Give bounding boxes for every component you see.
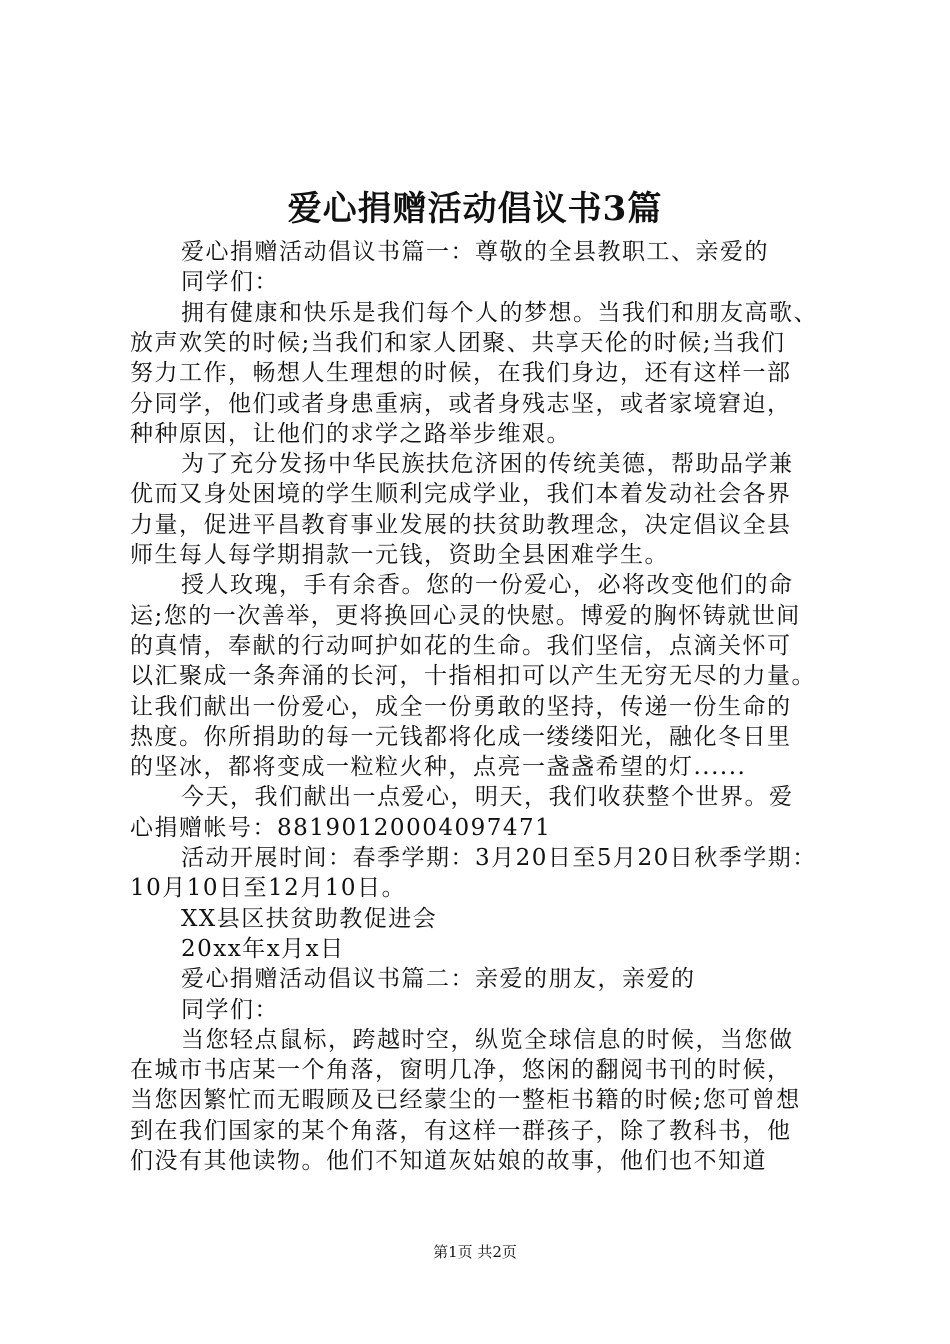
text-line: 爱心捐赠活动倡议书篇一：尊敬的全县教职工、亲爱的 <box>181 239 769 265</box>
text-line: 热度。你所捐助的每一元钱都将化成一缕缕阳光，融化冬日里 <box>130 723 792 750</box>
text-line: 心捐赠帐号：88190120004097471 <box>130 814 552 841</box>
text-line: 到在我们国家的某个角落，有这样一群孩子，除了教科书，他 <box>130 1117 792 1144</box>
text-line: 今天，我们献出一点爱心，明天，我们收获整个世界。爱 <box>181 784 794 811</box>
text-line: 10月10日至12月10日。 <box>130 875 407 902</box>
text-line: 努力工作，畅想人生理想的时候，在我们身边，还有这样一部 <box>130 360 792 387</box>
text-line: 的真情，奉献的行动呵护如花的生命。我们坚信，点滴关怀可 <box>130 632 792 659</box>
text-line: 放声欢笑的时候;当我们和家人团聚、共享天伦的时候;当我们 <box>130 329 786 356</box>
text-line: 优而又身处困境的学生顺利完成学业，我们本着发动社会各界 <box>130 481 792 508</box>
text-line: 师生每人每学期捐款一元钱，资助全县困难学生。 <box>130 542 669 568</box>
text-line: 在城市书店某一个角落，窗明几净，悠闲的翻阅书刊的时候， <box>130 1057 792 1084</box>
text-line: 爱心捐赠活动倡议书篇二：亲爱的朋友，亲爱的 <box>181 966 696 993</box>
text-line: 的坚冰，都将变成一粒粒火种，点亮一盏盏希望的灯...... <box>130 754 747 781</box>
text-line: 同学们： <box>181 996 279 1023</box>
text-line: 拥有健康和快乐是我们每个人的梦想。当我们和朋友高歌、 <box>181 299 818 326</box>
text-line: XX县区扶贫助教促进会 <box>181 905 438 932</box>
text-line: 同学们： <box>181 269 279 296</box>
text-line: 为了充分发扬中华民族扶危济困的传统美德，帮助品学兼 <box>181 451 794 478</box>
text-line: 以汇聚成一条奔涌的长河，十指相扣可以产生无穷无尽的力量。 <box>130 663 816 690</box>
page-title: 爱心捐赠活动倡议书3篇 <box>287 189 663 229</box>
text-line: 们没有其他读物。他们不知道灰姑娘的故事，他们也不知道 <box>130 1148 767 1174</box>
text-line: 分同学，他们或者身患重病，或者身残志坚，或者家境窘迫， <box>130 390 792 417</box>
text-line: 让我们献出一份爱心，成全一份勇敢的坚持，传递一份生命的 <box>130 693 792 720</box>
text-line: 当您轻点鼠标，跨越时空，纵览全球信息的时候，当您做 <box>181 1026 794 1053</box>
text-line: 活动开展时间：春季学期：3月20日至5月20日秋季学期： <box>181 845 817 871</box>
text-line: 种种原因，让他们的求学之路举步维艰。 <box>130 420 571 447</box>
page-footer: 第1页 共2页 <box>433 1243 517 1261</box>
text-line: 运;您的一次善举，更将换回心灵的快慰。博爱的胸怀铸就世间 <box>130 602 801 629</box>
text-line: 力量，促进平昌教育事业发展的扶贫助教理念，决定倡议全县 <box>130 511 792 538</box>
text-line: 授人玫瑰，手有余香。您的一份爱心，必将改变他们的命 <box>181 572 794 599</box>
text-line: 20xx年x月x日 <box>181 935 345 962</box>
text-line: 当您因繁忙而无暇顾及已经蒙尘的一整柜书籍的时候;您可曾想 <box>130 1087 801 1114</box>
